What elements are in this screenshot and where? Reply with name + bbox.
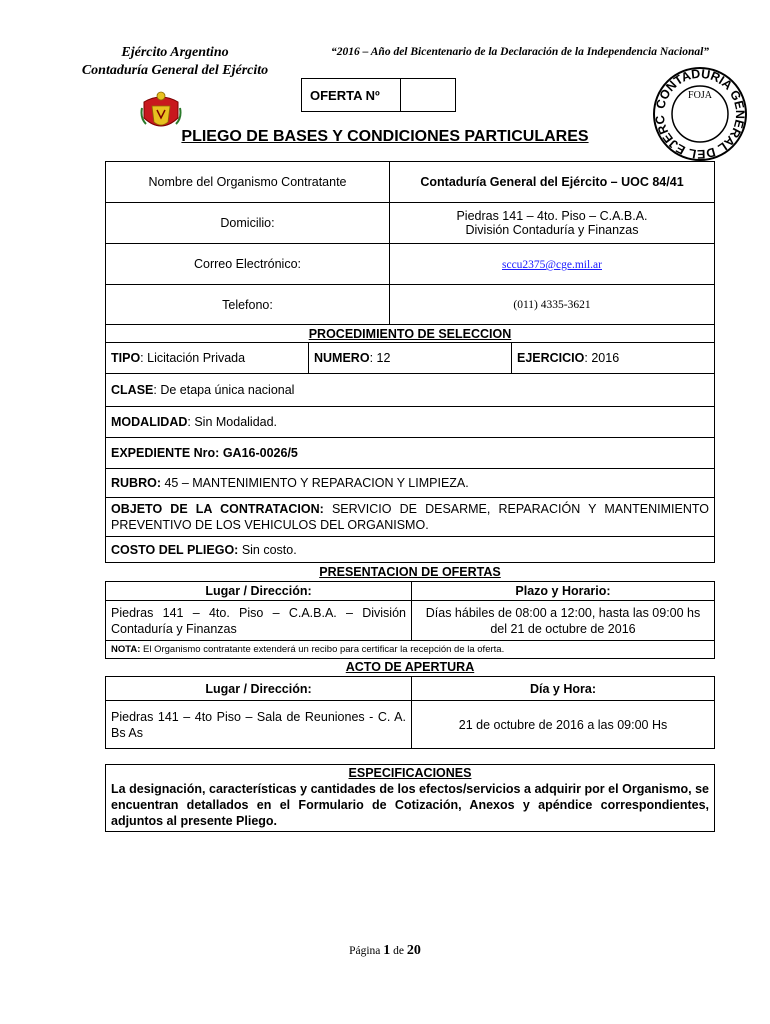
nota-label: NOTA:: [111, 644, 141, 655]
rubro-label: RUBRO:: [111, 476, 161, 490]
tipo-value: : Licitación Privada: [140, 351, 246, 365]
presentacion-header: PRESENTACION DE OFERTAS: [319, 565, 501, 579]
table-row: [106, 203, 715, 244]
apertura-col-lugar: Lugar / Dirección:: [106, 677, 412, 701]
modalidad-value: : Sin Modalidad.: [187, 415, 278, 429]
domicilio-value: [390, 203, 715, 244]
organismo-value: Contaduría General del Ejército – UOC 84/41: [390, 162, 715, 203]
email-link[interactable]: sccu2375@cge.mil.ar: [501, 259, 602, 271]
table-row: [106, 325, 715, 343]
table-row: [106, 244, 715, 285]
table-row: [106, 701, 715, 749]
footer-current-page: 1: [383, 943, 391, 958]
correo-label: Correo Electrónico:: [106, 244, 390, 285]
numero-value: : 12: [369, 351, 391, 365]
nota-cell: [106, 641, 715, 659]
table-row: [106, 438, 715, 469]
presentacion-plazo: Días hábiles de 08:00 a 12:00, hasta las 09:00 hs del 21 de octubre de 2016: [412, 601, 715, 641]
table-row: [106, 601, 715, 641]
oferta-number-box: [301, 78, 456, 112]
apertura-header: ACTO DE APERTURA: [345, 660, 475, 674]
table-row: [106, 641, 715, 659]
oferta-value: [401, 79, 455, 111]
svg-text:CONTADURIA GENERAL DEL EJERCIT: CONTADURIA GENERAL DEL EJERC: [652, 66, 748, 162]
stamp-seal-icon: [652, 66, 748, 162]
costo-cell: [106, 537, 715, 563]
numero-cell: [309, 343, 512, 374]
org-name: Ejército Argentino: [121, 45, 229, 60]
numero-label: NUMERO: [314, 351, 370, 365]
page-footer: [0, 943, 770, 959]
objeto-cell: [106, 498, 715, 537]
nota-value: El Organismo contratante extenderá un recibo para certificar la recepción de la oferta.: [140, 644, 505, 655]
presentacion-col-lugar: Lugar / Dirección:: [106, 582, 412, 601]
table-row: [106, 781, 715, 832]
organismo-label: Nombre del Organismo Contratante: [106, 162, 390, 203]
ejercicio-value: : 2016: [584, 351, 620, 365]
ejercicio-label: EJERCICIO: [517, 351, 585, 365]
rubro-cell: [106, 469, 715, 498]
clase-label: CLASE: [111, 383, 154, 397]
table-row: [106, 343, 715, 374]
modalidad-cell: [106, 407, 715, 438]
table-row: [106, 498, 715, 537]
footer-pagina: Página: [349, 945, 381, 957]
procedimiento-table: [105, 324, 715, 563]
domicilio-label: Domicilio:: [106, 203, 390, 244]
organismo-table: [105, 161, 715, 325]
table-row: [106, 407, 715, 438]
table-row: [106, 162, 715, 203]
oferta-label: OFERTA Nº: [302, 79, 401, 111]
table-row: [106, 285, 715, 325]
especificaciones-table: [105, 764, 715, 832]
table-row: [106, 374, 715, 407]
apertura-fecha: 21 de octubre de 2016 a las 09:00 Hs: [412, 701, 715, 749]
objeto-label: OBJETO DE LA CONTRATACION:: [111, 502, 324, 516]
motto: “2016 – Año del Bicentenario de la Declaración de la Independencia Nacional”: [330, 46, 710, 58]
org-subname: Contaduría General del Ejército: [81, 63, 269, 78]
table-row: [106, 469, 715, 498]
especificaciones-header: ESPECIFICACIONES: [106, 765, 715, 781]
tipo-cell: [106, 343, 309, 374]
footer-total-pages: 20: [406, 943, 421, 958]
table-row: [106, 582, 715, 601]
table-row: [106, 765, 715, 781]
tipo-label: TIPO: [111, 351, 141, 365]
objeto-value: SERVICIO DE DESARME, REPARACIÓN Y MANTENIMIENTO PREVENTIVO DE LOS VEHICULOS DEL ORGANISMO.: [111, 502, 709, 532]
clase-cell: [106, 374, 715, 407]
apertura-col-fecha: Día y Hora:: [412, 677, 715, 701]
domicilio-line1: Piedras 141 – 4to. Piso – C.A.B.A.: [456, 209, 648, 223]
presentacion-lugar: Piedras 141 – 4to. Piso – C.A.B.A. – División Contaduría y Finanzas: [106, 601, 412, 641]
procedimiento-header: PROCEDIMIENTO DE SELECCION: [106, 325, 715, 343]
telefono-value: (011) 4335-3621: [390, 285, 715, 325]
especificaciones-text: La designación, características y cantidades de los efectos/servicios a adquirir por el Organismo, se encuentran detallados en el Formulario de Cotización, Anexos y apéndice correspondientes, adjuntos al presente Pliego.: [106, 781, 715, 832]
ejercicio-cell: [512, 343, 715, 374]
costo-label: COSTO DEL PLIEGO:: [111, 542, 239, 557]
stamp-foja-label: FOJA: [688, 90, 712, 101]
page-title: PLIEGO DE BASES Y CONDICIONES PARTICULARES: [181, 128, 589, 145]
clase-value: : De etapa única nacional: [153, 383, 295, 397]
apertura-lugar: Piedras 141 – 4to Piso – Sala de Reuniones - C. A. Bs As: [106, 701, 412, 749]
table-row: [106, 537, 715, 563]
footer-de: de: [393, 945, 405, 957]
contaduria-stamp: [652, 66, 748, 162]
modalidad-label: MODALIDAD: [111, 415, 188, 429]
apertura-table: [105, 676, 715, 749]
telefono-label: Telefono:: [106, 285, 390, 325]
costo-value: Sin costo.: [238, 542, 297, 557]
organization-header: [60, 44, 290, 80]
correo-value: [390, 244, 715, 285]
rubro-value: 45 – MANTENIMIENTO Y REPARACION Y LIMPIEZA.: [161, 476, 469, 490]
domicilio-line2: División Contaduría y Finanzas: [465, 223, 639, 237]
expediente-cell: EXPEDIENTE Nro: GA16-0026/5: [106, 438, 715, 469]
presentacion-col-plazo: Plazo y Horario:: [412, 582, 715, 601]
table-row: [106, 677, 715, 701]
presentacion-table: [105, 581, 715, 659]
